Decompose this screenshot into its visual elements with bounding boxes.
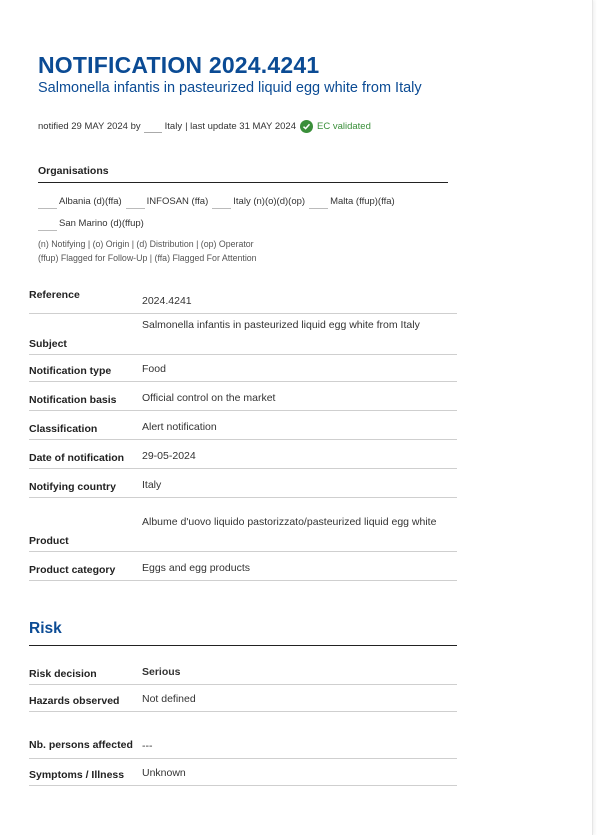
page-subtitle: Salmonella infantis in pasteurized liquid egg white from Italy bbox=[38, 80, 422, 96]
organisations-heading: Organisations bbox=[38, 165, 109, 177]
details-table bbox=[29, 289, 457, 498]
organisations-divider bbox=[38, 182, 448, 183]
malta-flag-icon bbox=[309, 194, 328, 209]
table-row: Date of notification 29-05-2024 bbox=[29, 440, 457, 469]
table-row: Nb. persons affected --- bbox=[29, 712, 457, 759]
risk-heading: Risk bbox=[29, 620, 62, 637]
risk-decision-value: Serious bbox=[142, 666, 181, 678]
table-row: Notification type Food bbox=[29, 355, 457, 382]
organisation-item: Malta (ffup)(ffa) bbox=[309, 192, 395, 210]
page-title: NOTIFICATION 2024.4241 bbox=[38, 52, 320, 78]
validation-status: EC validated bbox=[317, 121, 371, 132]
last-update: | last update 31 MAY 2024 bbox=[185, 121, 296, 132]
italy-flag-icon bbox=[144, 121, 162, 133]
table-row: Symptoms / Illness Unknown bbox=[29, 759, 457, 786]
check-circle-icon bbox=[300, 120, 313, 133]
organisation-item: Albania (d)(ffa) bbox=[38, 192, 122, 210]
notification-meta bbox=[38, 120, 371, 133]
italy-flag-icon bbox=[212, 194, 231, 209]
table-row: Product Albume d'uovo liquido pastorizzato/pasteurized liquid egg white bbox=[29, 511, 457, 552]
organisation-item: Italy (n)(o)(d)(op) bbox=[212, 192, 305, 210]
table-row: Product category Eggs and egg products bbox=[29, 552, 457, 581]
table-row: Classification Alert notification bbox=[29, 411, 457, 440]
organisation-item: San Marino (d)(ffup) bbox=[38, 214, 144, 232]
table-row: Risk decision Serious bbox=[29, 658, 457, 685]
product-table bbox=[29, 511, 457, 581]
risk-table bbox=[29, 658, 457, 786]
notified-date: notified 29 MAY 2024 by bbox=[38, 121, 141, 132]
table-row: Reference 2024.4241 bbox=[29, 289, 457, 314]
organisation-item: INFOSAN (ffa) bbox=[126, 192, 209, 210]
table-row: Hazards observed Not defined bbox=[29, 685, 457, 712]
risk-divider bbox=[29, 645, 457, 646]
notifying-country: Italy bbox=[164, 121, 183, 132]
san-marino-flag-icon bbox=[38, 216, 57, 231]
albania-flag-icon bbox=[38, 194, 57, 209]
table-row: Notifying country Italy bbox=[29, 469, 457, 498]
infosan-flag-icon bbox=[126, 194, 145, 209]
organisations-list bbox=[38, 192, 448, 232]
organisations-legend: (n) Notifying | (o) Origin | (d) Distribution | (op) Operator (ffup) Flagged for Follow-Up | (ffa) Flagged For Attention bbox=[38, 239, 257, 263]
table-row: Notification basis Official control on the market bbox=[29, 382, 457, 411]
table-row: Subject Salmonella infantis in pasteurized liquid egg white from Italy bbox=[29, 314, 457, 355]
